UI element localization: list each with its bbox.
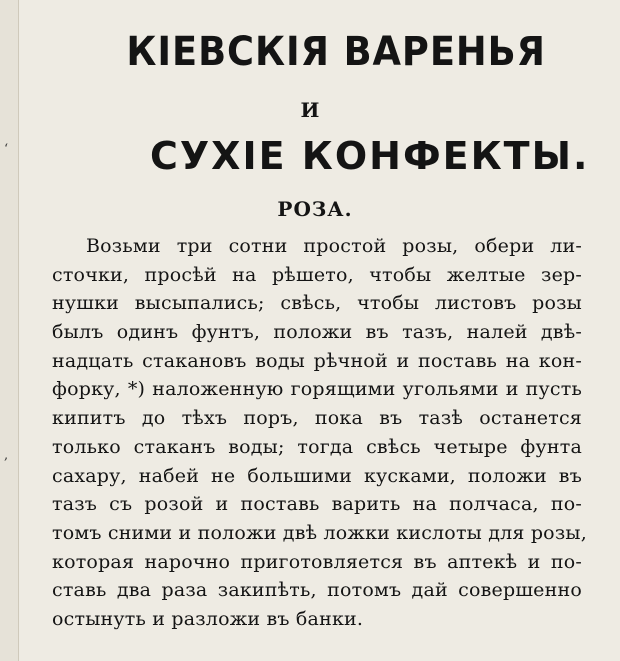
text-line: которая нарочно приготовляется въ аптекѣ и по- — [52, 550, 582, 573]
recipe-paragraph — [52, 232, 587, 634]
text-line: надцать стакановъ воды рѣчной и поставь на кон- — [52, 349, 582, 372]
text-line: сахару, набей не большими кусками, положи въ — [52, 464, 582, 487]
text-line: ставь два раза закипѣть, потомъ дай совершенно — [52, 579, 582, 602]
edge-mark: ‘ — [4, 142, 9, 157]
text-line: былъ одинъ фунтъ, положи въ тазъ, налей двѣ- — [52, 321, 582, 344]
edge-mark: , — [4, 448, 9, 463]
text-line: кипитъ до тѣхъ поръ, пока въ тазѣ останется — [52, 407, 582, 430]
text-line: томъ сними и положи двѣ ложки кислоты для розы, — [52, 521, 587, 544]
text-line: тазъ съ розой и поставь варить на полчаса, по- — [52, 493, 582, 516]
title-conjunction: И — [300, 98, 320, 122]
text-line: сточки, просѣй на рѣшето, чтобы желтые зер- — [52, 263, 582, 286]
document-subtitle: СУХІЕ КОНФЕКТЫ. — [150, 134, 590, 178]
text-line: форку, *) наложенную горящими угольями и пусть — [52, 378, 582, 401]
section-heading: РОЗА. — [277, 197, 353, 221]
adjacent-page-edge — [0, 0, 19, 661]
text-line: Возьми три сотни простой розы, обери ли- — [86, 235, 582, 257]
text-line: нушки высыпались; свѣсь, чтобы листовъ розы — [52, 292, 582, 315]
text-line: остынуть и разложи въ банки. — [52, 607, 364, 630]
document-title: КІЕВСКІЯ ВАРЕНЬЯ — [126, 29, 546, 75]
text-line: только стаканъ воды; тогда свѣсь четыре фунта — [52, 435, 582, 458]
